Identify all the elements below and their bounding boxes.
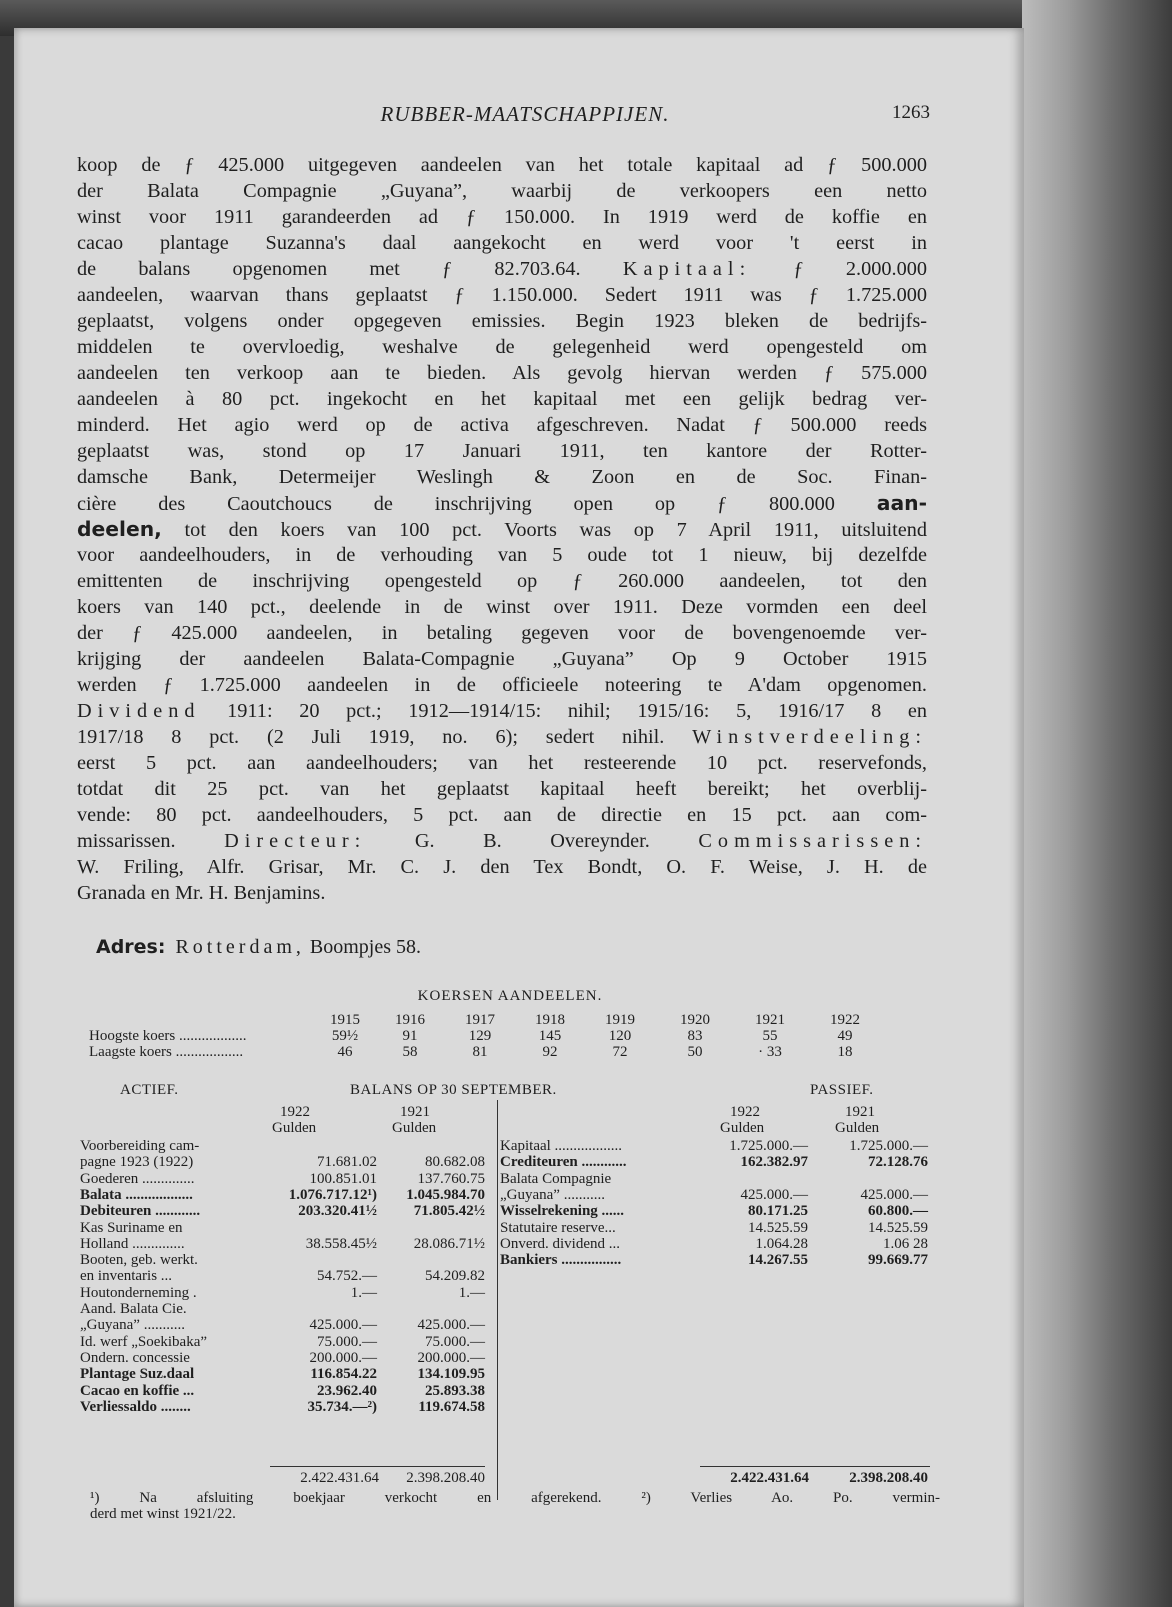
total-liabilities-1921: 2.398.208.40 — [849, 1470, 928, 1486]
liability-value-1921: 72.128.76 — [868, 1154, 928, 1171]
price-cell: 92 — [542, 1044, 558, 1060]
asset-row — [80, 1383, 495, 1399]
body-line: winst voor 1911 garandeerden ad ƒ 150.000. In 1919 werd de koffie en — [77, 206, 927, 228]
asset-label: Kas Suriname en — [80, 1219, 183, 1236]
asset-value-1921: 200.000.— — [417, 1349, 485, 1366]
asset-value-1922: 35.734.—²) — [307, 1398, 377, 1415]
directeur-term: Directeur: — [224, 830, 367, 852]
body-line: koers van 140 pct., deelende in de winst over 1911. Deze vormden een deel — [77, 596, 927, 618]
body-line: W. Friling, Alfr. Grisar, Mr. C. J. den Tex Bondt, O. F. Weise, J. H. de — [77, 856, 927, 878]
liability-value-1921: 1.725.000.— — [849, 1138, 928, 1154]
liability-value-1921: 14.525.59 — [868, 1219, 928, 1236]
asset-label: Aand. Balata Cie. — [80, 1301, 187, 1317]
body-line: deelen, tot den koers van 100 pct. Voorts was op 7 April 1911, uitsluitend — [77, 517, 927, 541]
year-cell: 1920 — [680, 1012, 710, 1028]
liability-label: Crediteuren ............ — [500, 1154, 627, 1171]
year-header-row — [80, 1012, 930, 1028]
kapitaal-term: Kapitaal: — [622, 258, 752, 280]
asset-row — [80, 1236, 495, 1252]
asset-value-1922: 75.000.— — [317, 1333, 377, 1350]
footnote-line: ¹) Na afsluiting boekjaar verkocht en afgerekend. ²) Verlies Ao. Po. vermin- — [90, 1490, 940, 1506]
liability-row — [500, 1187, 930, 1203]
price-cell: 81 — [472, 1044, 488, 1060]
asset-value-1922: 1.— — [350, 1284, 377, 1301]
year-cell: 1917 — [465, 1012, 495, 1028]
asset-label: Cacao en koffie ... — [80, 1382, 195, 1399]
body-line: damsche Bank, Determeijer Weslingh & Zoon en de Soc. Finan- — [77, 466, 927, 488]
asset-value-1921: 137.760.75 — [417, 1170, 485, 1187]
assets-label: ACTIEF. — [120, 1082, 179, 1098]
total-assets-1922: 2.422.431.64 — [300, 1470, 379, 1486]
liability-value-1922: 425.000.— — [740, 1186, 808, 1203]
liability-label: Onverd. dividend ... — [500, 1235, 620, 1252]
body-text — [77, 152, 927, 906]
asset-row — [80, 1252, 495, 1268]
body-line: der ƒ 425.000 aandeelen, in betaling gegeven voor de bovengenoemde ver- — [77, 622, 927, 644]
running-title: RUBBER-MAATSCHAPPIJEN. — [380, 102, 670, 126]
body-line: geplaatst, volgens onder opgegeven emissies. Begin 1923 bleken de bedrijfs- — [77, 310, 927, 332]
asset-label: Voorbereiding cam- — [80, 1138, 200, 1154]
asset-row — [80, 1366, 495, 1382]
liability-row — [500, 1138, 930, 1154]
body-line: krijging der aandeelen Balata-Compagnie „Guyana” Op 9 October 1915 — [77, 648, 927, 670]
asset-label: Balata .................. — [80, 1186, 193, 1203]
price-cell: 58 — [402, 1044, 418, 1060]
body-line: 1917/18 8 pct. (2 Juli 1919, no. 6); sedert nihil. Winstverdeeling: — [77, 726, 927, 748]
asset-value-1921: 119.674.58 — [418, 1398, 485, 1415]
column-unit: Gulden — [392, 1120, 437, 1136]
liability-label: Wisselrekening ...... — [500, 1203, 625, 1220]
total-assets-1921: 2.398.208.40 — [406, 1470, 485, 1486]
body-line: cière des Caoutchoucs de inschrijving open op ƒ 800.000 aan- — [77, 491, 927, 515]
liability-label: „Guyana” ........... — [500, 1186, 605, 1203]
liability-row — [500, 1171, 930, 1187]
liability-row — [500, 1220, 930, 1236]
asset-row — [80, 1350, 495, 1366]
body-line: koop de ƒ 425.000 uitgegeven aandeelen van het totale kapitaal ad ƒ 500.000 — [77, 154, 927, 176]
aandeelen-term: aan- — [876, 491, 927, 515]
body-line: emittenten de inschrijving opengesteld op ƒ 260.000 aandeelen, tot den — [77, 570, 927, 592]
price-cell: 91 — [402, 1028, 418, 1044]
asset-value-1921: 75.000.— — [425, 1333, 485, 1350]
body-line: aandeelen à 80 pct. ingekocht en het kapitaal met een gelijk bedrag ver- — [77, 388, 927, 410]
asset-value-1921: 25.893.38 — [425, 1382, 485, 1399]
liability-value-1922: 1.725.000.— — [729, 1138, 808, 1154]
body-line: cacao plantage Suzanna's daal aangekocht en werd voor 't eerst in — [77, 232, 927, 254]
price-cell: 72 — [612, 1044, 628, 1060]
total-liabilities-1922: 2.422.431.64 — [730, 1470, 809, 1486]
asset-value-1921: 54.209.82 — [425, 1268, 485, 1285]
total-rule — [270, 1466, 485, 1467]
liability-value-1922: 162.382.97 — [740, 1154, 808, 1171]
asset-label: pagne 1923 (1922) — [80, 1154, 194, 1171]
asset-value-1922: 425.000.— — [309, 1317, 377, 1334]
asset-row — [80, 1187, 495, 1203]
address-street: Boompjes 58. — [309, 936, 422, 958]
price-cell: 145 — [538, 1028, 562, 1044]
liability-label: Kapitaal .................. — [500, 1138, 623, 1154]
asset-value-1921: 425.000.— — [417, 1317, 485, 1334]
footnote-line: derd met winst 1921/22. — [90, 1506, 236, 1522]
body-line: Dividend 1911: 20 pct.; 1912—1914/15: nihil; 1915/16: 5, 1916/17 8 en — [77, 700, 927, 722]
liability-label: Balata Compagnie — [500, 1170, 612, 1187]
asset-label: Booten, geb. werkt. — [80, 1252, 198, 1269]
balance-sheet — [80, 1100, 930, 1450]
price-cell: 59½ — [331, 1028, 359, 1044]
liability-value-1921: 99.669.77 — [868, 1252, 928, 1269]
year-cell: 1915 — [330, 1012, 360, 1028]
column-divider — [497, 1100, 498, 1500]
body-line: aandeelen ten verkoop aan te bieden. Als gevolg hiervan werden ƒ 575.000 — [77, 362, 927, 384]
liability-row — [500, 1203, 930, 1219]
asset-row — [80, 1171, 495, 1187]
share-prices-table — [80, 1012, 930, 1060]
body-line: aandeelen, waarvan thans geplaatst ƒ 1.150.000. Sedert 1911 was ƒ 1.725.000 — [77, 284, 927, 306]
book-page-edges — [1022, 0, 1172, 1607]
body-line: voor aandeelhouders, in de verhouding van 5 oude tot 1 nieuw, bij dezelfde — [77, 544, 927, 566]
liability-label: Statutaire reserve... — [500, 1219, 616, 1236]
asset-label: Plantage Suz.daal — [80, 1366, 195, 1383]
year-cell: 1918 — [535, 1012, 565, 1028]
year-cell: 1921 — [755, 1012, 785, 1028]
asset-row — [80, 1203, 495, 1219]
liability-row — [500, 1154, 930, 1170]
total-rule — [700, 1466, 930, 1467]
body-line: totdat dit 25 pct. van het geplaatst kapitaal heeft bereikt; het overblij- — [77, 778, 927, 800]
asset-value-1922: 23.962.40 — [317, 1382, 377, 1399]
commissarissen-term: Commissarissen: — [698, 830, 927, 852]
price-row-label: Laagste koers .................. — [89, 1044, 244, 1060]
winstverdeeling-term: Winstverdeeling: — [692, 726, 927, 748]
asset-value-1921: 71.805.42½ — [413, 1203, 485, 1220]
liability-value-1922: 1.064.28 — [755, 1235, 808, 1252]
footnote — [90, 1490, 940, 1522]
price-row — [80, 1028, 930, 1044]
price-cell: 46 — [337, 1044, 353, 1060]
asset-value-1922: 116.854.22 — [310, 1366, 377, 1383]
price-row-label: Hoogste koers .................. — [89, 1028, 247, 1044]
asset-label: „Guyana” ........... — [80, 1317, 185, 1334]
asset-value-1922: 100.851.01 — [309, 1170, 377, 1187]
body-line: minderd. Het agio werd op de activa afgeschreven. Nadat ƒ 500.000 reeds — [77, 414, 927, 436]
asset-row — [80, 1399, 495, 1415]
price-cell: 55 — [762, 1028, 778, 1044]
price-cell: 49 — [837, 1028, 853, 1044]
body-line: de balans opgenomen met ƒ 82.703.64. Kapitaal: ƒ 2.000.000 — [77, 258, 927, 280]
column-unit: Gulden — [720, 1120, 765, 1136]
price-cell: 129 — [468, 1028, 492, 1044]
balance-title: BALANS OP 30 SEPTEMBER. — [350, 1082, 557, 1098]
asset-label: Id. werf „Soekibaka” — [80, 1333, 208, 1350]
address-city: Rotterdam, — [175, 936, 305, 958]
column-unit: Gulden — [835, 1120, 880, 1136]
column-year: 1921 — [400, 1104, 430, 1120]
year-cell: 1919 — [605, 1012, 635, 1028]
body-line: werden ƒ 1.725.000 aandeelen in de officieele noteering te A'dam opgenomen. — [77, 674, 927, 696]
dividend-term: Dividend — [77, 700, 201, 722]
asset-row — [80, 1154, 495, 1170]
body-line: vende: 80 pct. aandeelhouders, 5 pct. aan de directie en 15 pct. aan com- — [77, 804, 927, 826]
body-line: eerst 5 pct. aan aandeelhouders; van het resteerende 10 pct. reservefonds, — [77, 752, 927, 774]
asset-label: Houtonderneming . — [80, 1284, 197, 1301]
asset-label: en inventaris ... — [80, 1268, 173, 1285]
liability-value-1921: 60.800.— — [868, 1203, 928, 1220]
asset-row — [80, 1285, 495, 1301]
liability-value-1921: 425.000.— — [860, 1186, 928, 1203]
running-head — [120, 102, 930, 130]
body-line: missarissen. Directeur: G. B. Overeynder. Commissarissen: — [77, 830, 927, 852]
asset-value-1922: 38.558.45½ — [305, 1235, 377, 1252]
price-cell: 83 — [687, 1028, 703, 1044]
asset-row — [80, 1220, 495, 1236]
body-line: geplaatst was, stond op 17 Januari 1911, ten kantore der Rotter- — [77, 440, 927, 462]
price-row — [80, 1044, 930, 1060]
price-cell: 18 — [837, 1044, 853, 1060]
column-unit: Gulden — [272, 1120, 317, 1136]
liability-value-1922: 14.525.59 — [748, 1219, 808, 1236]
column-year: 1921 — [845, 1104, 875, 1120]
aandeelen-term: deelen, — [77, 517, 162, 541]
asset-value-1922: 203.320.41½ — [298, 1203, 377, 1220]
asset-value-1921: 28.086.71½ — [413, 1235, 485, 1252]
page-number: 1263 — [892, 102, 930, 123]
asset-label: Ondern. concessie — [80, 1349, 190, 1366]
asset-value-1921: 80.682.08 — [425, 1154, 485, 1171]
liability-label: Bankiers ................ — [500, 1252, 622, 1269]
share-prices-title: KOERSEN AANDEELEN. — [417, 988, 603, 1004]
price-cell: 120 — [608, 1028, 632, 1044]
address-line — [96, 936, 421, 959]
asset-label: Verliessaldo ........ — [80, 1398, 191, 1415]
asset-label: Goederen .............. — [80, 1170, 195, 1187]
liability-value-1922: 14.267.55 — [748, 1252, 808, 1269]
asset-row — [80, 1334, 495, 1350]
asset-value-1922: 71.681.02 — [317, 1154, 377, 1171]
asset-value-1922: 1.076.717.12¹) — [288, 1186, 377, 1203]
asset-row — [80, 1317, 495, 1333]
asset-row — [80, 1301, 495, 1317]
column-year: 1922 — [730, 1104, 760, 1120]
price-cell: 50 — [687, 1044, 703, 1060]
year-cell: 1922 — [830, 1012, 860, 1028]
asset-row — [80, 1138, 495, 1154]
liabilities-label: PASSIEF. — [810, 1082, 874, 1098]
liability-row — [500, 1252, 930, 1268]
liability-value-1922: 80.171.25 — [748, 1203, 808, 1220]
column-year: 1922 — [280, 1104, 310, 1120]
price-cell: · 33 — [758, 1044, 782, 1060]
asset-row — [80, 1268, 495, 1284]
year-cell: 1916 — [395, 1012, 425, 1028]
body-line: Granada en Mr. H. Benjamins. — [77, 882, 326, 904]
address-label: Adres: — [96, 936, 166, 958]
asset-value-1921: 1.045.984.70 — [406, 1186, 485, 1203]
body-line: middelen te overvloedig, weshalve de gelegenheid werd opengesteld om — [77, 336, 927, 358]
asset-value-1922: 54.752.— — [317, 1268, 377, 1285]
asset-value-1921: 134.109.95 — [417, 1366, 485, 1383]
asset-value-1922: 200.000.— — [309, 1349, 377, 1366]
asset-value-1921: 1.— — [458, 1284, 485, 1301]
liability-row — [500, 1236, 930, 1252]
asset-label: Holland .............. — [80, 1235, 185, 1252]
asset-label: Debiteuren ............ — [80, 1203, 201, 1220]
liability-value-1921: 1.06 28 — [883, 1235, 928, 1252]
body-line: der Balata Compagnie „Guyana”, waarbij de verkoopers een netto — [77, 180, 927, 202]
